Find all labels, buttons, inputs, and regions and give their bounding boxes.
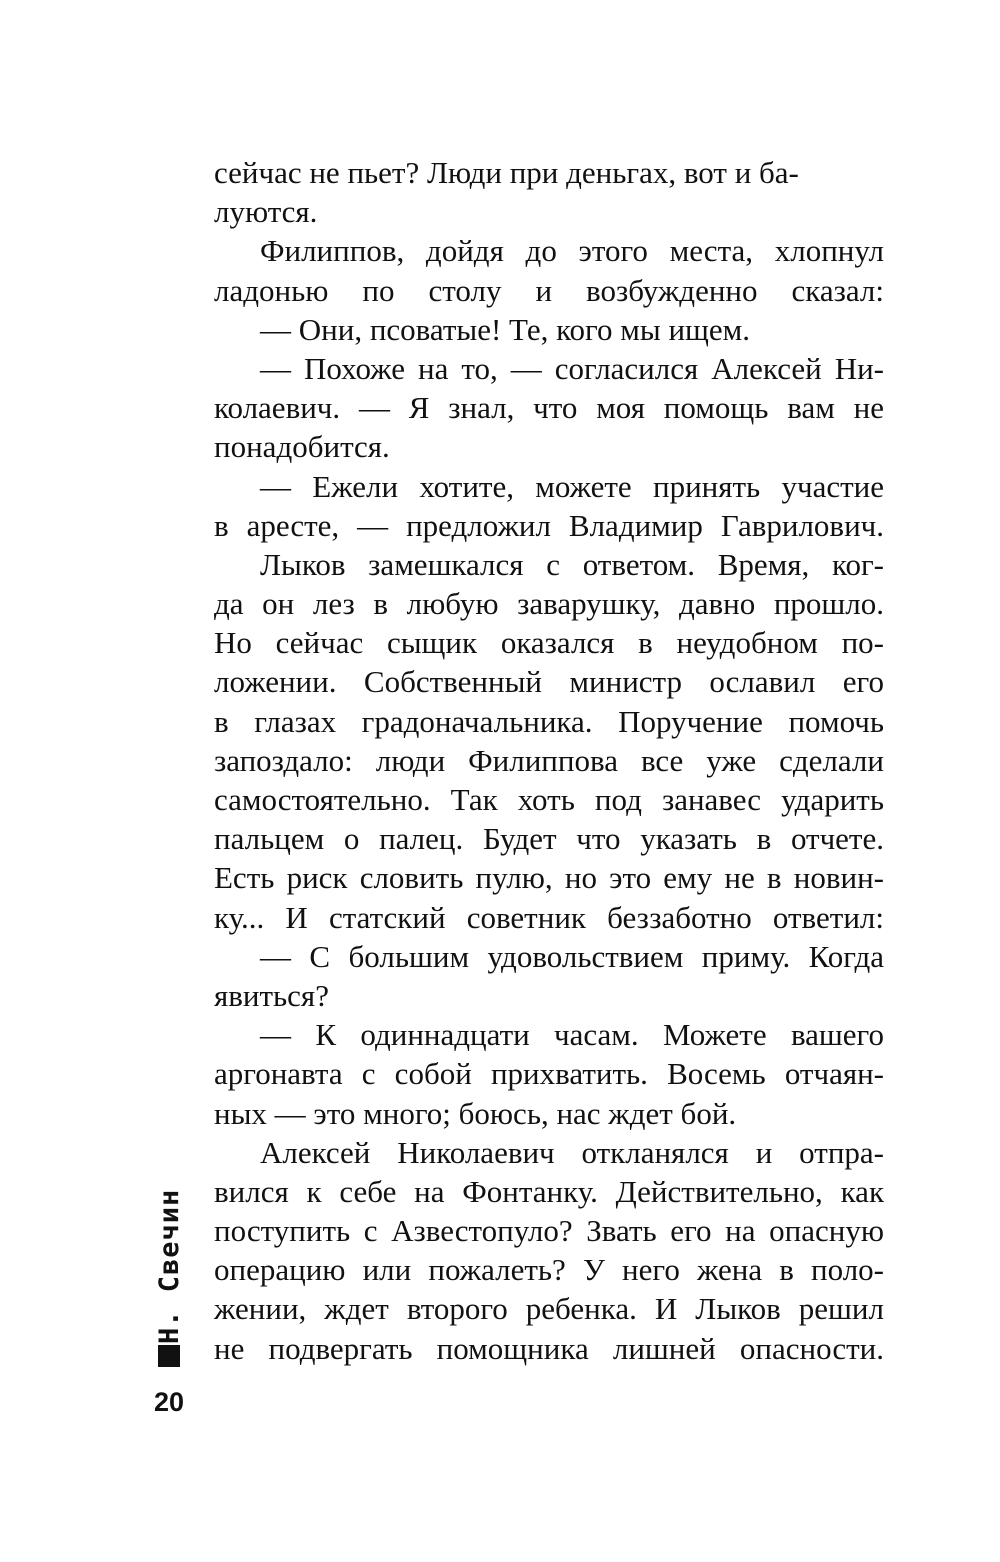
text-line: Алексей Николаевич откланялся и отпра- <box>260 1134 884 1170</box>
text-line: ных — это много; боюсь, нас ждет бой. <box>214 1095 737 1131</box>
text-line: аргонавта с собой прихватить. Восемь отчаян- <box>214 1056 884 1092</box>
text-line: понадобится. <box>214 429 390 465</box>
text-line: явиться? <box>214 977 329 1013</box>
text-line: луются. <box>214 194 318 230</box>
text-line: Филиппов, дойдя до этого места, хлопнул <box>260 233 884 269</box>
body-text <box>214 153 884 1368</box>
text-line: да он лез в любую заварушку, давно прошло. <box>214 586 884 622</box>
text-line: — С большим удовольствием приму. Когда <box>260 938 884 974</box>
text-line: в аресте, — предложил Владимир Гаврилович. <box>214 507 884 543</box>
text-line: запоздало: люди Филиппова все уже сделали <box>214 742 884 778</box>
text-line: не подвергать помощника лишней опасности. <box>214 1330 884 1366</box>
text-line: ложении. Собственный министр ославил его <box>214 664 884 700</box>
text-line: колаевич. — Я знал, что моя помощь вам не <box>214 390 884 426</box>
text-line: поступить с Азвестопуло? Звать его на опасную <box>214 1213 884 1249</box>
text-line: жении, ждет второго ребенка. И Лыков решил <box>214 1291 884 1327</box>
text-line: в глазах градоначальника. Поручение помочь <box>214 703 884 739</box>
page-number: 20 <box>154 1387 185 1417</box>
text-line: — Они, псоватые! Те, кого мы ищем. <box>260 311 751 347</box>
text-line: сейчас не пьет? Люди при деньгах, вот и ба- <box>214 155 799 190</box>
text-line: — К одиннадцати часам. Можете вашего <box>260 1017 884 1053</box>
text-line: — Похоже на то, — согласился Алексей Ни- <box>260 350 884 386</box>
text-line: Есть риск словить пулю, но это ему не в новин- <box>214 860 884 896</box>
text-line: Лыков замешкался с ответом. Время, ког- <box>260 546 884 582</box>
text-line: операцию или пожалеть? У него жена в поло- <box>214 1252 884 1288</box>
text-line: Но сейчас сыщик оказался в неудобном по- <box>214 625 884 661</box>
text-line: вился к себе на Фонтанку. Действительно, как <box>214 1173 884 1209</box>
text-line: — Ежели хотите, можете принять участие <box>260 468 884 504</box>
text-line: пальцем о палец. Будет что указать в отчете. <box>214 821 884 857</box>
text-line: ку... И статский советник беззаботно ответил: <box>214 899 884 935</box>
text-line: самостоятельно. Так хоть под занавес ударить <box>214 782 884 817</box>
square-marker-icon <box>158 1345 180 1367</box>
text-line: ладонью по столу и возбужденно сказал: <box>214 272 884 308</box>
running-head-author: Н. Свечин <box>154 1188 185 1344</box>
